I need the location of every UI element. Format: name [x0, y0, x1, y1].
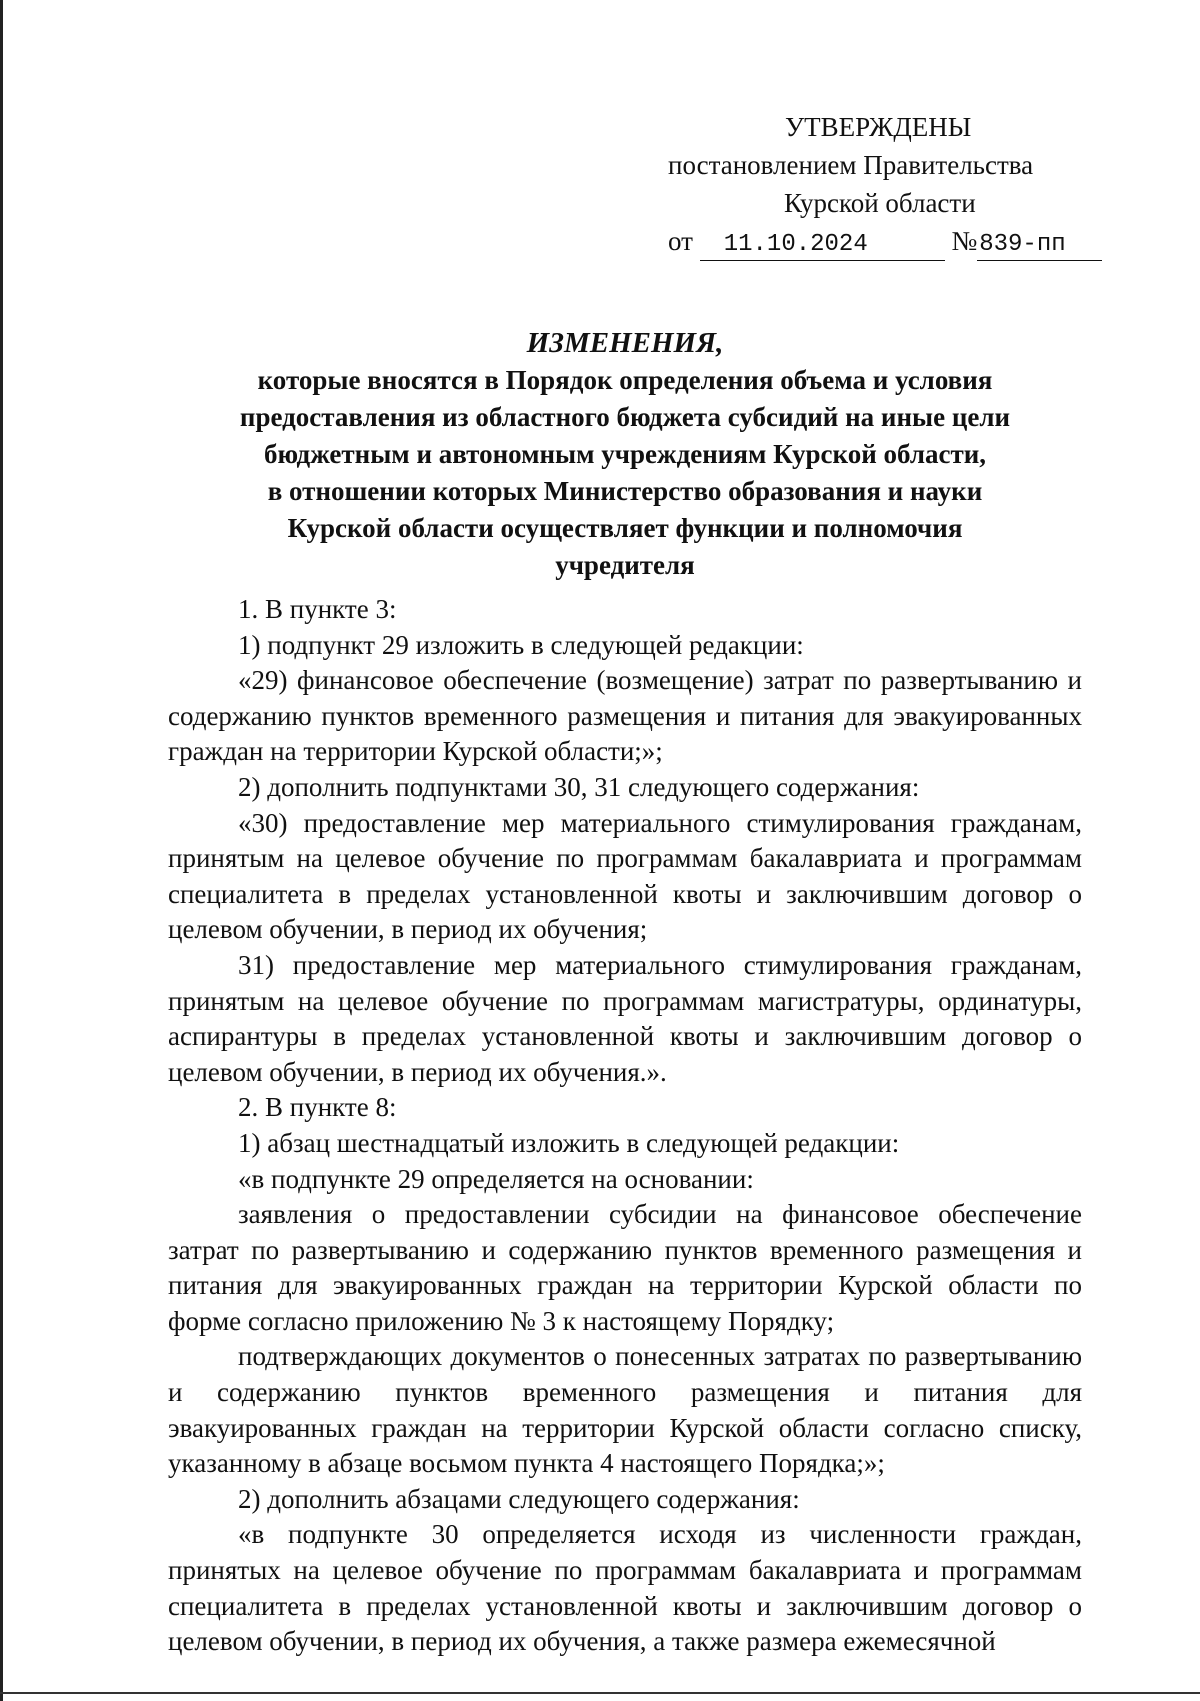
- approval-number: 839-пп: [977, 230, 1102, 261]
- approval-heading: УТВЕРЖДЕНЫ: [785, 112, 972, 142]
- document-body: [168, 592, 1082, 1660]
- paragraph: заявления о предоставлении субсидии на финансовое обеспечение затрат по развертыванию и содержанию пунктов временного размещения и питания для эвакуированных граждан на территории Курской области по форме согласно приложению № 3 к настоящему Порядку;: [168, 1199, 1082, 1336]
- paragraph: подтверждающих документов о понесенных затратах по развертыванию и содержанию пунктов временного размещения и питания для эвакуированных граждан на территории Курской области согласно списку, указанному в абзаце восьмом пункта 4 настоящего Порядка;»;: [168, 1341, 1082, 1479]
- paragraph: «в подпункте 30 определяется исходя из численности граждан, принятых на целевое обучение по программам бакалавриата и программам специалитета в пределах установленной квоты и заключившим договор о целевом обучении, в период их обучения, а также размера ежемесячной: [168, 1519, 1082, 1657]
- scan-bottom-edge: [0, 1692, 1200, 1694]
- paragraph: «29) финансовое обеспечение (возмещение) затрат по развертыванию и содержанию пунктов временного размещения и питания для эвакуированных граждан на территории Курской области;»;: [168, 665, 1082, 767]
- document-title: [168, 325, 1082, 584]
- approval-from-label: от: [668, 226, 693, 256]
- title-main: ИЗМЕНЕНИЯ,: [526, 327, 724, 359]
- title-line: которые вносятся в Порядок определения объема и условия: [257, 365, 993, 395]
- approval-region: Курской области: [784, 188, 976, 218]
- paragraph: 1) подпункт 29 изложить в следующей редакции:: [238, 629, 804, 660]
- approval-stamp-block: [660, 108, 1080, 261]
- paragraph: 2) дополнить подпунктами 30, 31 следующего содержания:: [238, 771, 920, 802]
- title-line: предоставления из областного бюджета субсидий на иные цели: [239, 402, 1011, 432]
- paragraph: 2. В пункте 8:: [238, 1092, 397, 1123]
- approval-date: 11.10.2024: [700, 230, 945, 261]
- title-line: Курской области осуществляет функции и полномочия: [287, 513, 963, 543]
- approval-resolution: постановлением Правительства: [668, 150, 1034, 180]
- title-line: в отношении которых Министерство образования и науки: [267, 476, 983, 506]
- paragraph: 31) предоставление мер материального стимулирования гражданам, принятым на целевое обучение по программам магистратуры, ординатуры, аспирантуры в пределах установленной квоты и заключившим договор о целевом обучении, в период их обучения.».: [168, 949, 1082, 1087]
- title-line: бюджетным и автономным учреждениям Курской области,: [263, 439, 987, 469]
- approval-number-label: №: [951, 226, 978, 256]
- title-line: учредителя: [555, 550, 695, 580]
- paragraph: 1) абзац шестнадцатый изложить в следующей редакции:: [238, 1127, 900, 1158]
- paragraph: «30) предоставление мер материального стимулирования гражданам, принятым на целевое обучение по программам бакалавриата и программам специалитета в пределах установленной квоты и заключившим договор о целевом обучении, в период их обучения;: [168, 807, 1082, 945]
- scan-left-edge: [0, 0, 3, 1701]
- paragraph: 2) дополнить абзацами следующего содержания:: [238, 1483, 800, 1514]
- paragraph: «в подпункте 29 определяется на основании:: [238, 1163, 754, 1194]
- approval-date-line: [660, 222, 1080, 261]
- paragraph: 1. В пункте 3:: [238, 594, 397, 624]
